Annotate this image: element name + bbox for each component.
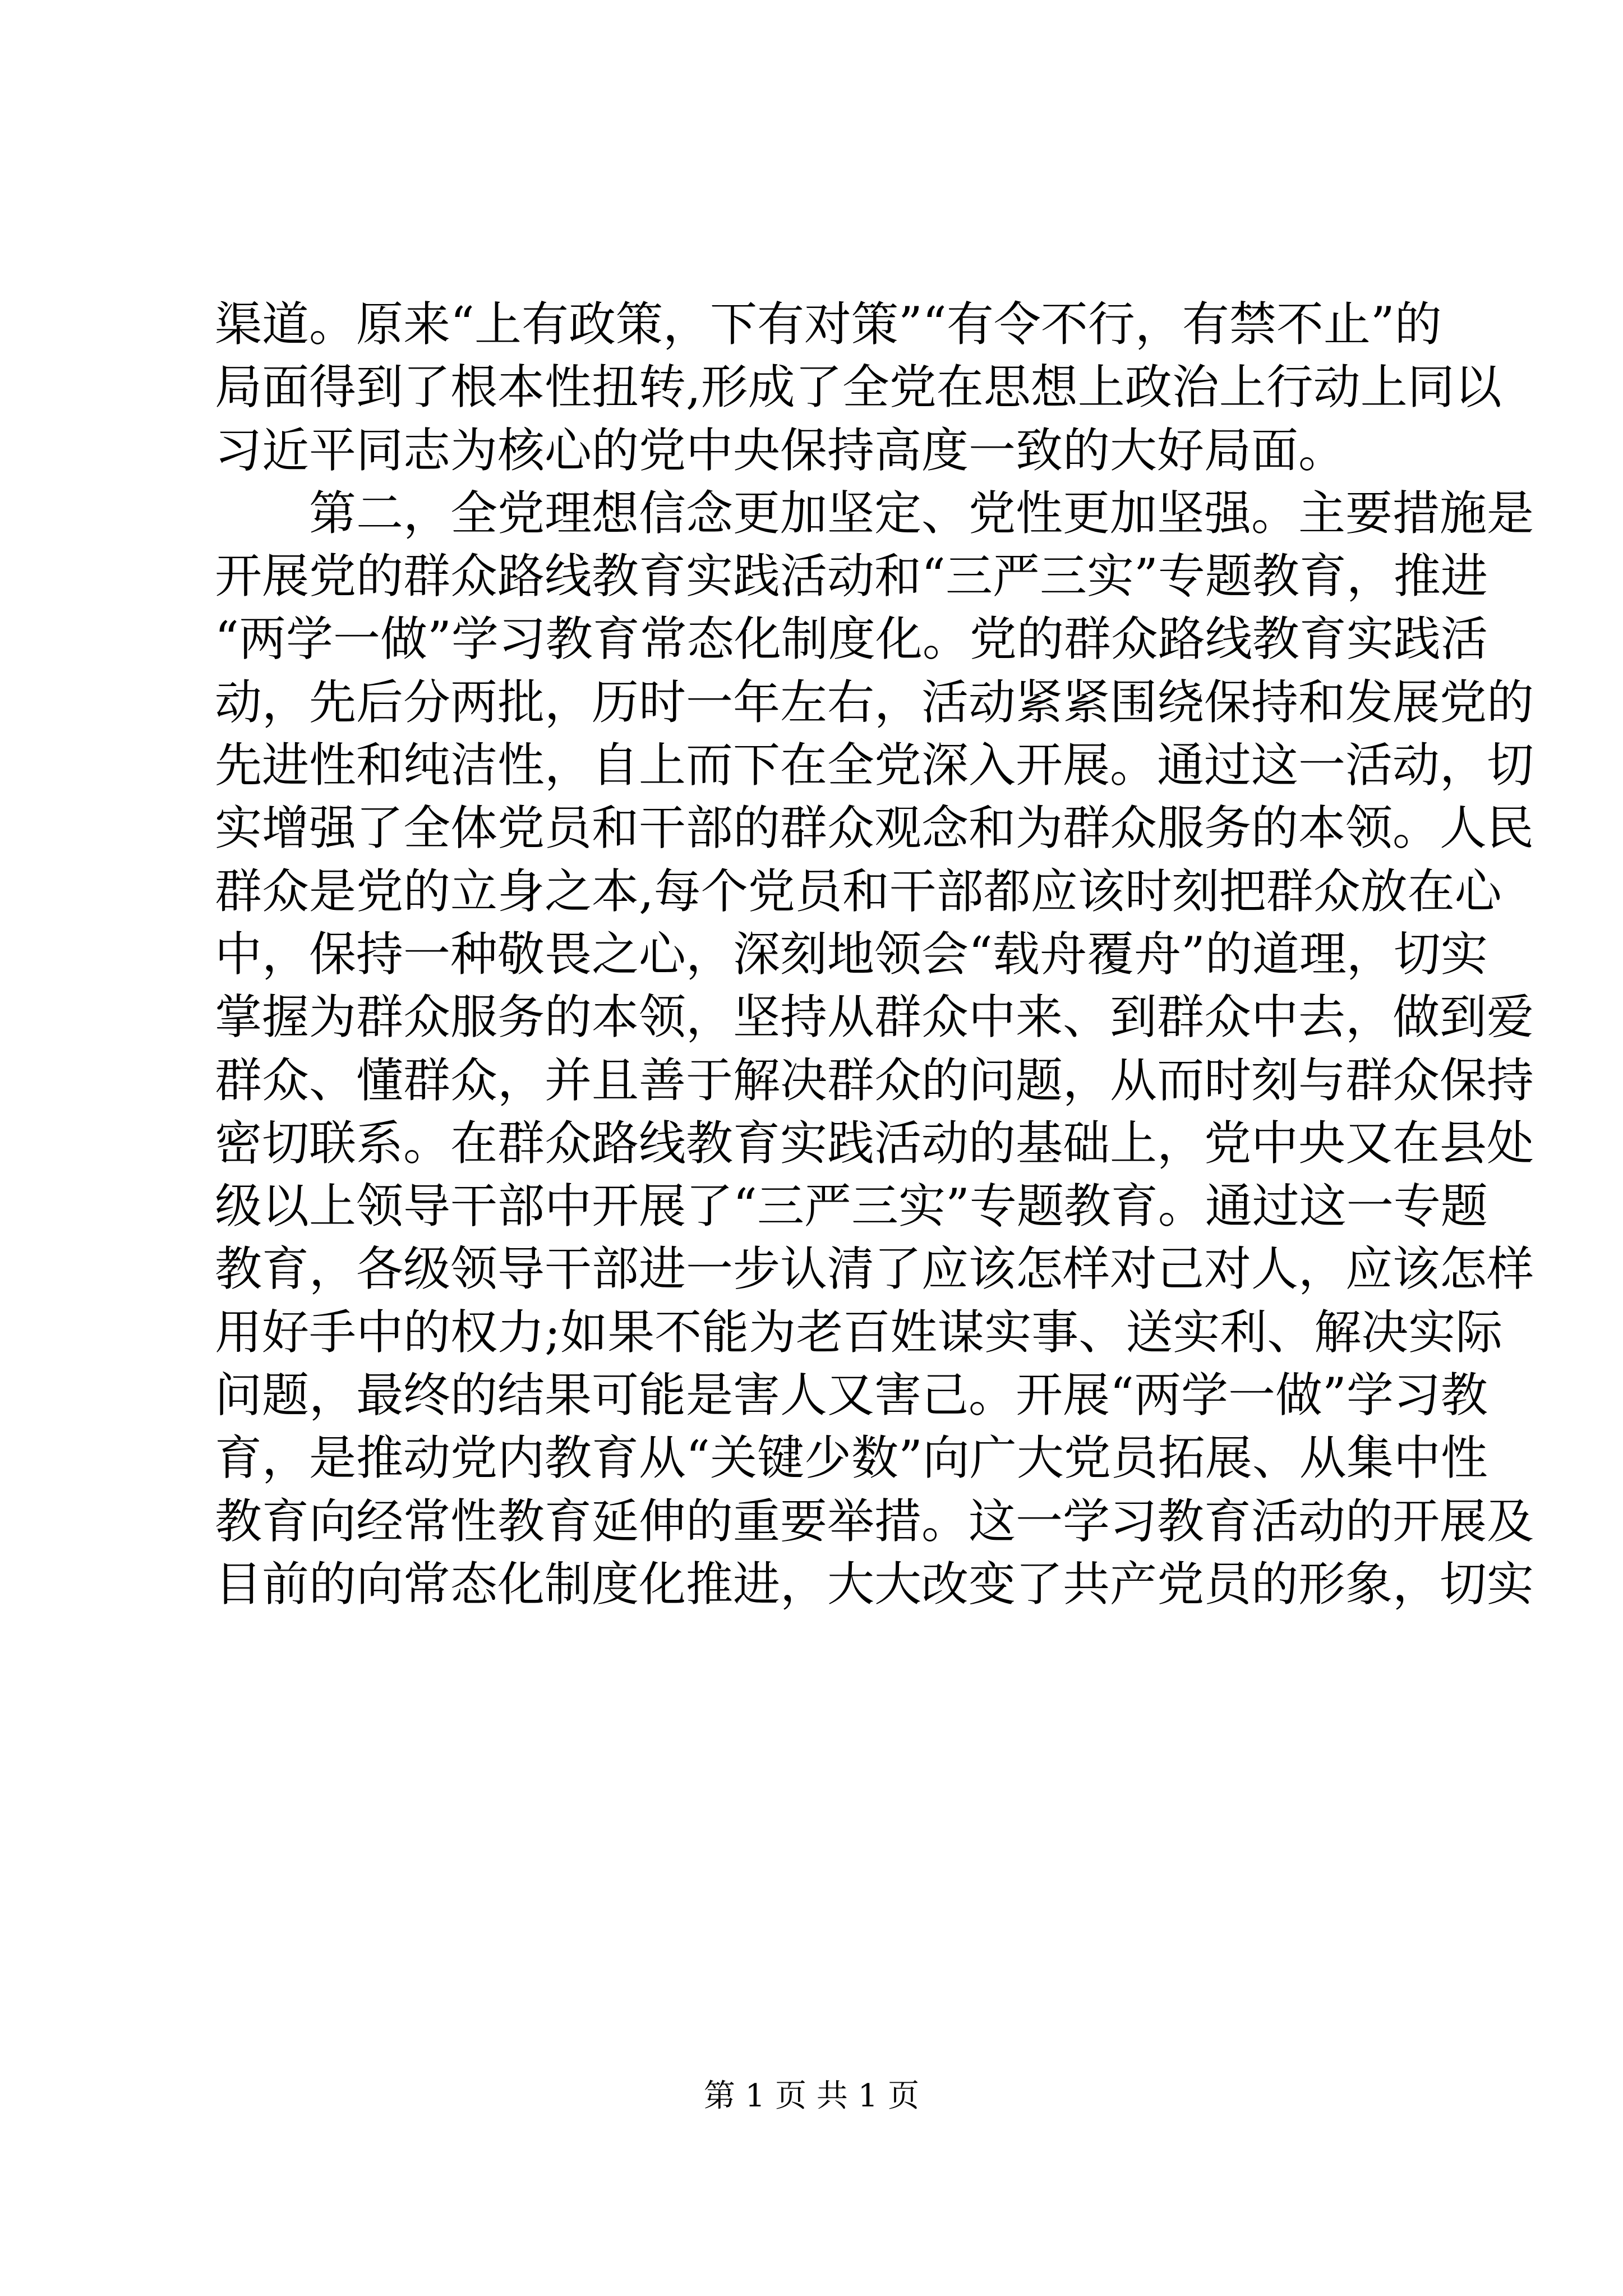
- page-number: 第 1 页 共 1 页: [703, 2078, 920, 2114]
- text-line: 教育向经常性教育延伸的重要举措。这一学习教育活动的开展及: [215, 1493, 1534, 1549]
- text-line: 群众是党的立身之本,每个党员和干部都应该时刻把群众放在心: [215, 863, 1502, 919]
- text-line: 级以上领导干部中开展了“三严三实”专题教育。通过这一专题: [215, 1179, 1488, 1234]
- text-line: 先进性和纯洁性，自上而下在全党深入开展。通过这一活动，切: [215, 738, 1534, 793]
- page-footer: [0, 2077, 1623, 2116]
- text-line: 掌握为群众服务的本领，坚持从群众中来、到群众中去，做到爱: [215, 990, 1534, 1045]
- text-line: 用好手中的权力;如果不能为老百姓谋实事、送实利、解决实际: [215, 1304, 1503, 1360]
- paragraph-1: [215, 293, 1502, 482]
- text-line: 中，保持一种敬畏之心，深刻地领会“载舟覆舟”的道理，切实: [215, 926, 1488, 982]
- text-line: 习近平同志为核心的党中央保持高度一致的大好局面。: [215, 422, 1346, 478]
- text-line: 群众、懂群众，并且善于解决群众的问题，从而时刻与群众保持: [215, 1052, 1534, 1108]
- text-line: 局面得到了根本性扭转,形成了全党在思想上政治上行动上同以: [215, 360, 1502, 415]
- text-line: 渠道。原来“上有政策，下有对策”“有令不行，有禁不止”的: [215, 297, 1442, 352]
- text-line: 教育，各级领导干部进一步认清了应该怎样对己对人，应该怎样: [215, 1241, 1534, 1297]
- body-text: [215, 293, 1534, 1616]
- text-line: 目前的向常态化制度化推进，大大改变了共产党员的形象，切实: [215, 1556, 1534, 1612]
- text-line: 开展党的群众路线教育实践活动和“三严三实”专题教育，推进: [215, 549, 1488, 604]
- text-line: 动，先后分两批，历时一年左右，活动紧紧围绕保持和发展党的: [215, 674, 1534, 730]
- text-line: 问题，最终的结果可能是害人又害己。开展“两学一做”学习教: [215, 1368, 1488, 1423]
- text-line: 育，是推动党内教育从“关键少数”向广大党员拓展、从集中性: [215, 1430, 1488, 1486]
- text-line: 第二，全党理想信念更加坚定、党性更加坚强。主要措施是: [309, 485, 1534, 541]
- text-line: 密切联系。在群众路线教育实践活动的基础上，党中央又在县处: [215, 1115, 1534, 1171]
- text-line: “两学一做”学习教育常态化制度化。党的群众路线教育实践活: [215, 611, 1488, 667]
- text-line: 实增强了全体党员和干部的群众观念和为群众服务的本领。人民: [215, 800, 1534, 856]
- paragraph-2: [215, 482, 1534, 1616]
